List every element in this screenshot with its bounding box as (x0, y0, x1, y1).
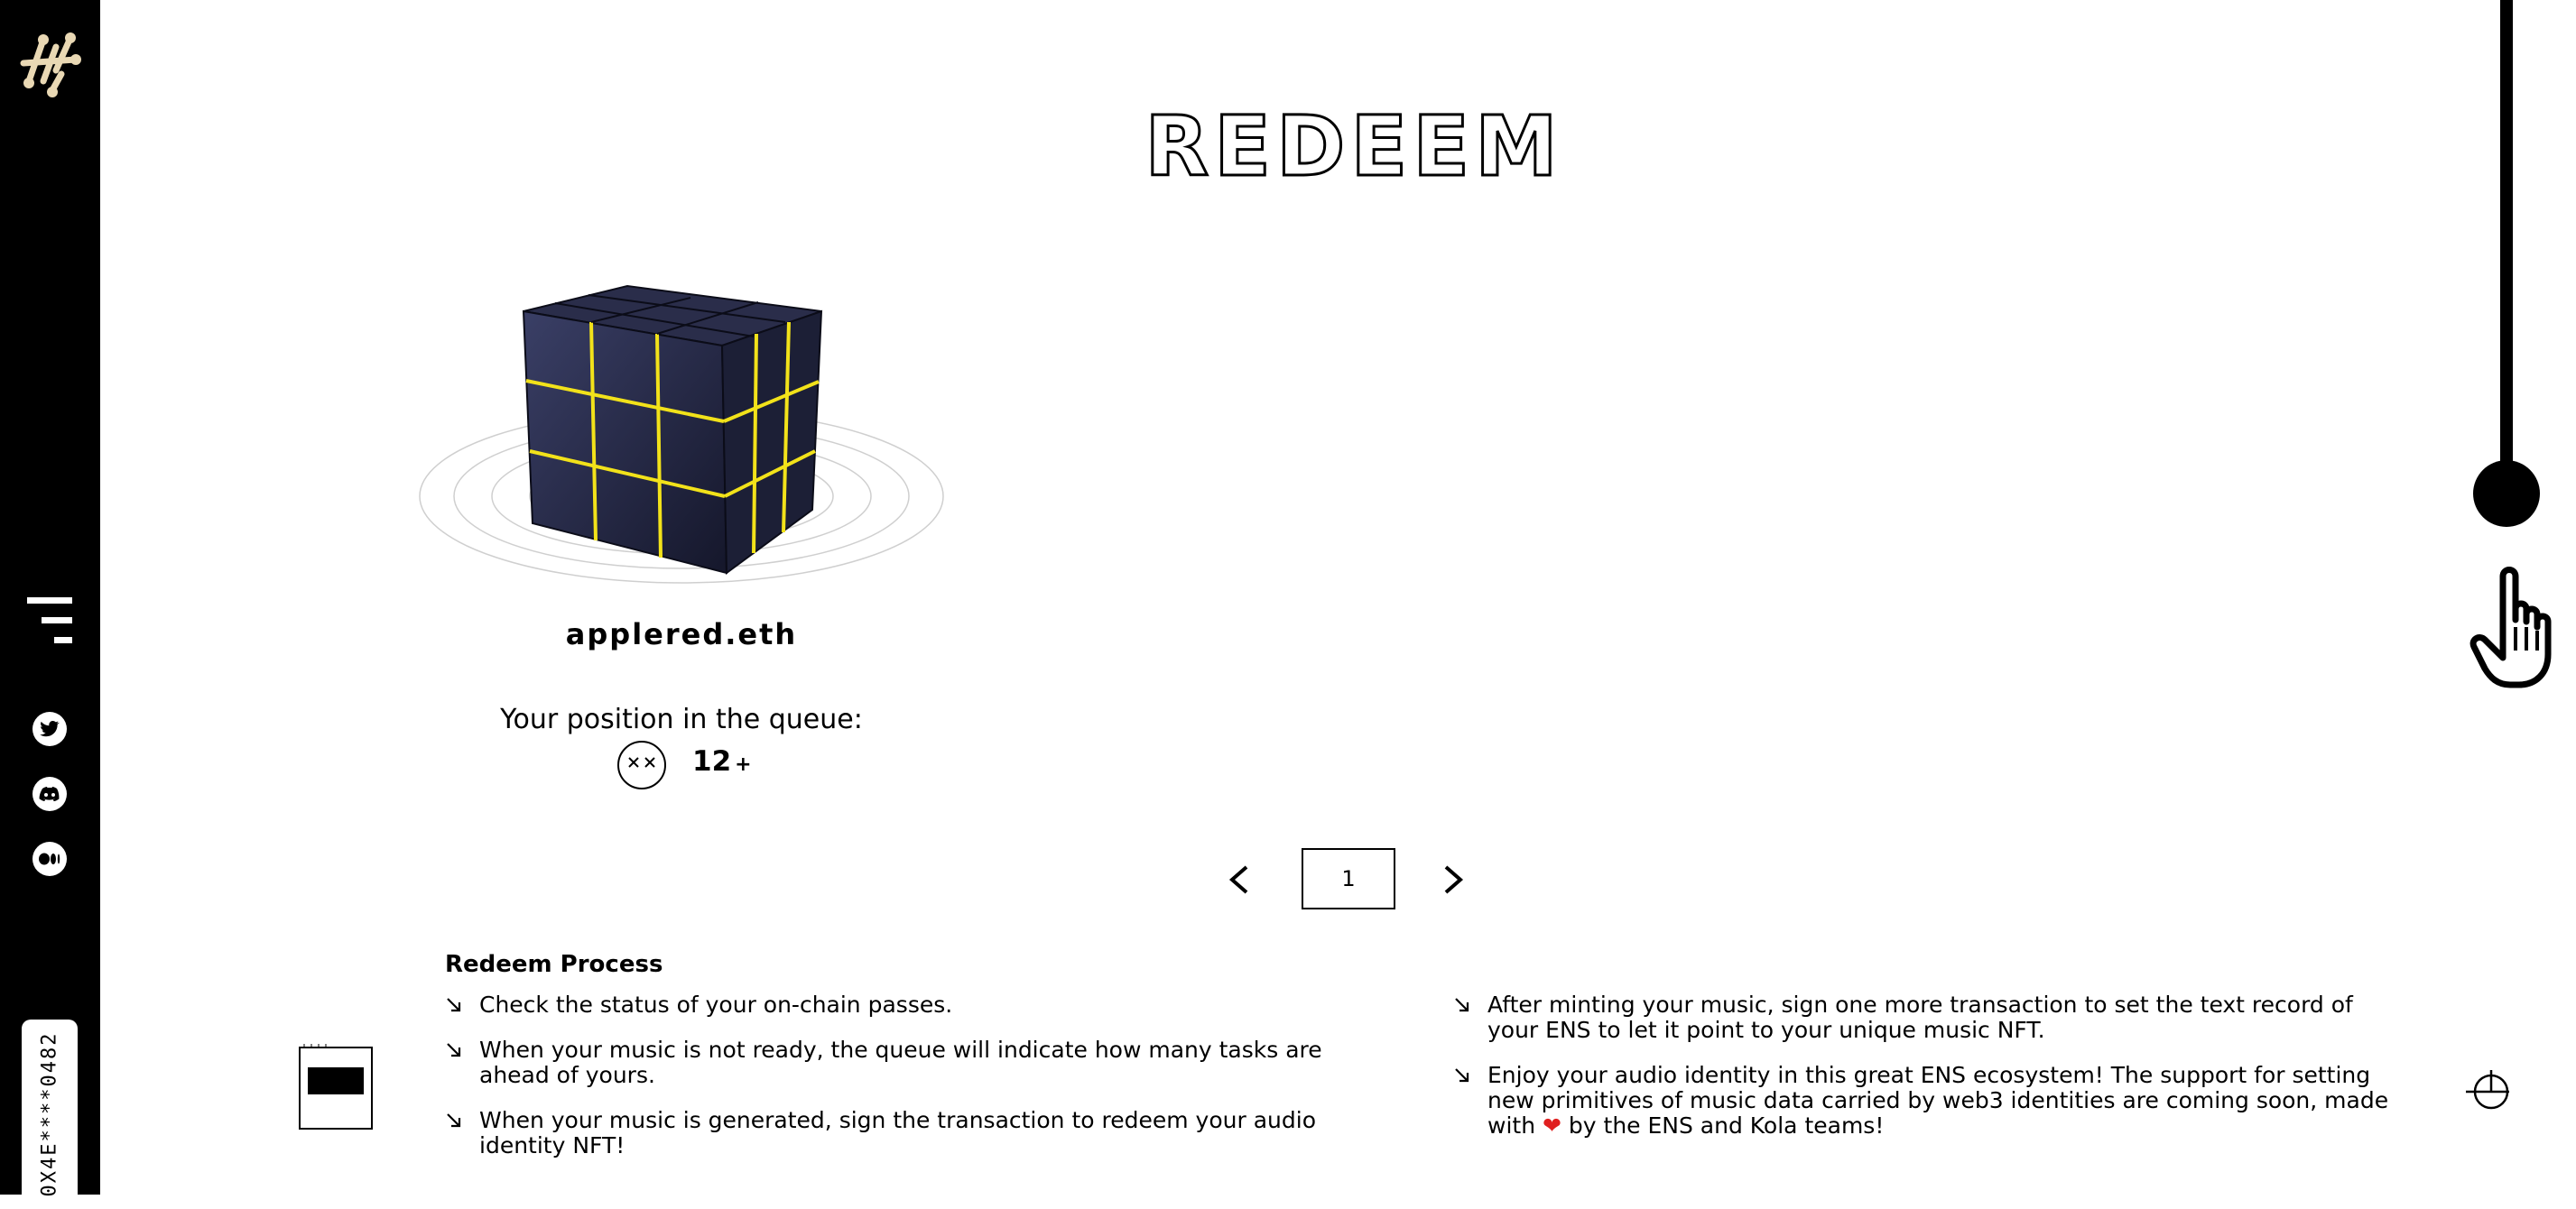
arrow-down-right-icon (1453, 1066, 1471, 1084)
previous-page-button[interactable] (1223, 862, 1256, 898)
queue-count: 12 + (692, 745, 752, 778)
queue-plus: + (735, 753, 752, 776)
heart-icon: ❤ (1543, 1112, 1561, 1139)
redeem-step: Check the status of your on-chain passes. (445, 992, 1366, 1018)
wallet-address: 0X4E****0482 (38, 1031, 61, 1197)
redeem-step: After minting your music, sign one more transaction to set the text record of your ENS to let it point to your unique music NFT. (1453, 992, 2392, 1043)
page-number-input[interactable]: 1 (1302, 848, 1395, 909)
menu-icon[interactable] (27, 595, 72, 646)
scroll-track (2500, 0, 2513, 469)
redeem-step: Enjoy your audio identity in this great ENS ecosystem! The support for setting new primitives of music data carried by web3 identities are coming soon, made with ❤ by the ENS and Kola teams! (1453, 1063, 2392, 1139)
arrow-down-right-icon (445, 1112, 463, 1130)
svg-text:REDEEM: REDEEM (1144, 101, 1563, 191)
sidebar (0, 0, 100, 1195)
crosshair-icon[interactable] (2464, 1065, 2513, 1113)
queue-status-icon (616, 740, 667, 790)
redeem-step: When your music is not ready, the queue will indicate how many tasks are ahead of yours. (445, 1038, 1366, 1088)
redeem-step: When your music is generated, sign the transaction to redeem your audio identity NFT! (445, 1108, 1366, 1158)
wallet-address-button[interactable] (22, 1020, 78, 1209)
kola-logo-icon[interactable] (16, 27, 85, 108)
twitter-icon[interactable] (32, 711, 68, 747)
ens-name: applered.eth (565, 617, 798, 651)
next-page-button[interactable] (1437, 862, 1469, 898)
pointer-hand-icon (2469, 564, 2566, 690)
pass-card-icon[interactable] (299, 1042, 373, 1131)
arrow-down-right-icon (445, 996, 463, 1014)
page-title (1119, 101, 1589, 191)
medium-icon[interactable] (32, 841, 68, 877)
queue-position-label: Your position in the queue: (500, 704, 863, 735)
redeem-steps-left (445, 992, 1366, 1178)
arrow-down-right-icon (445, 1041, 463, 1059)
redeem-steps-right (1453, 992, 2392, 1158)
discord-icon[interactable] (32, 776, 68, 812)
arrow-down-right-icon (1453, 996, 1471, 1014)
nft-cube-image (415, 275, 948, 600)
scroll-thumb[interactable] (2473, 460, 2540, 527)
redeem-process-title: Redeem Process (445, 951, 663, 978)
